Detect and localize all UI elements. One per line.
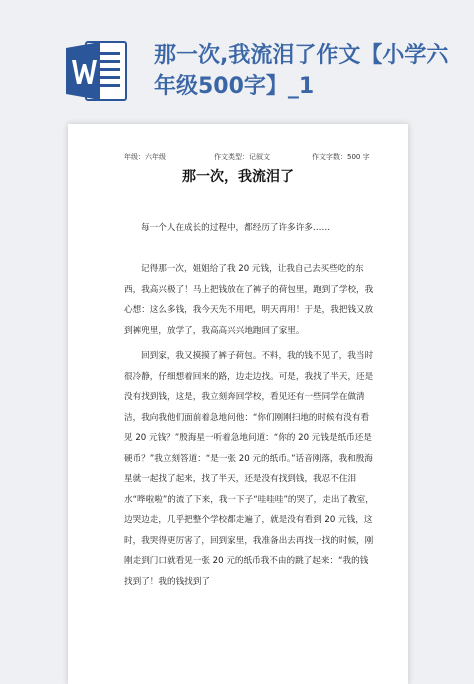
word-icon xyxy=(66,38,128,104)
paragraph-1: 每一个人在成长的过程中，都经历了许多许多…… xyxy=(141,223,331,233)
page-header xyxy=(0,0,474,122)
document-page xyxy=(68,124,408,684)
page-title: 那一次,我流泪了作文【小学六年级500字】_1 xyxy=(154,43,449,99)
essay-type-label: 作文类型：记叙文 xyxy=(214,153,270,161)
document-heading: 那一次，我流泪了 xyxy=(182,169,294,185)
paragraph-3: 回到家，我又摸摸了裤子荷包。不料，我的钱不见了，我当时很冷静，仔细想着回来的路，边走边找。可是，我找了半天，还是没有找到钱，这是，我立刻奔回学校，看见还有一些同学在做清洁，我向我他们面前着急地问他：“你们刚刚扫地的时候有没有看见 20 元钱？”殷海星一听着急地问道：“你的 20 元钱是纸币还是硬币？”我立刻答道：“是一张 20 元的纸币。”话音刚落，我和殷海星就一起找了起来，找了半天，还是没有找到钱，我忍不住泪水“哗啦啦”的流了下来，我一下子“哇哇哇”的哭了，走出了教室，边哭边走，几乎把整个学校都走遍了，就是没有看到 20 元钱，这时，我哭得更厉害了，回到家里，我准备出去再找一找的时候，刚刚走到门口就看见一张 20 元的纸币我不由的跳了起来：“我的钱找到了！我的钱找到了 xyxy=(124,351,374,587)
grade-label: 年级：六年级 xyxy=(124,153,166,161)
word-count-label: 作文字数：500 字 xyxy=(312,153,370,161)
paragraph-2: 记得那一次，姐姐给了我 20 元钱，让我自己去买些吃的东西，我高兴极了！马上把钱放在了裤子的荷包里，跑到了学校，我心想：这么多钱，我今天先不用吧，明天再用！于是，我把钱又放到裤兜里，放学了，我高高兴兴地跑回了家里。 xyxy=(124,264,374,336)
